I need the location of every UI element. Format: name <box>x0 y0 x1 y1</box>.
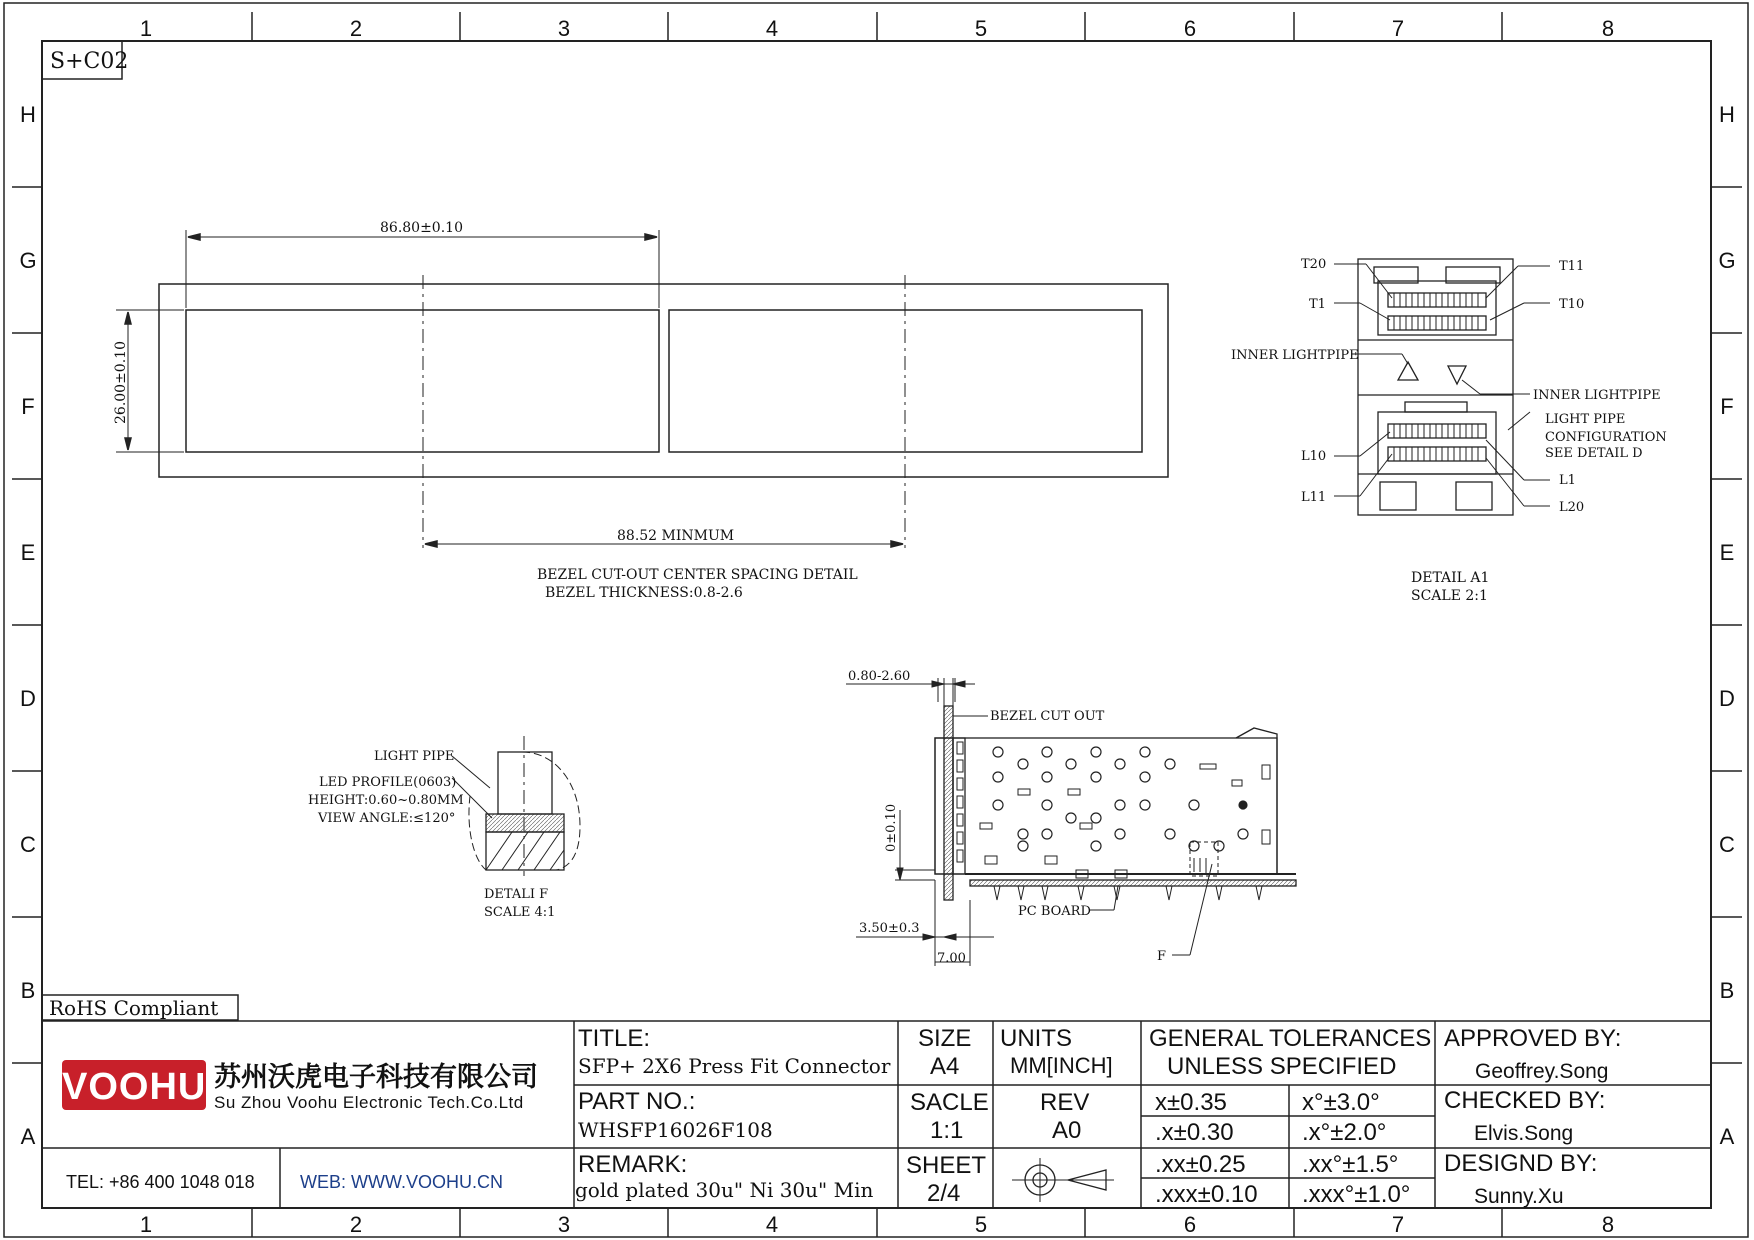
label-inner-lightpipe: INNER LIGHTPIPE <box>1231 348 1359 363</box>
approved-label: APPROVED BY: <box>1444 1025 1622 1052</box>
rev-value: A0 <box>1052 1117 1082 1144</box>
col-label: 5 <box>974 16 988 41</box>
col-label: 4 <box>765 1212 779 1237</box>
voohu-logo <box>62 1060 206 1110</box>
row-label: E <box>1719 540 1735 565</box>
row-label: F <box>21 394 35 419</box>
label-t10: T10 <box>1559 297 1585 312</box>
tol-angular: .xx°±1.5° <box>1302 1151 1399 1178</box>
label-l11: L11 <box>1301 490 1327 505</box>
title-label: TITLE: <box>578 1025 651 1052</box>
size-label: SIZE <box>918 1025 972 1052</box>
part-value: WHSFP16026F108 <box>578 1118 773 1142</box>
sheet-label: SHEET <box>906 1152 987 1179</box>
detail-a1-drawing <box>1334 259 1550 515</box>
units-value: MM[INCH] <box>1010 1053 1113 1078</box>
row-label: D <box>1719 686 1735 711</box>
company-name-cn: 苏州沃虎电子科技有限公司 <box>214 1062 538 1092</box>
sheet-value: 2/4 <box>927 1180 961 1207</box>
label-t20: T20 <box>1301 257 1327 272</box>
col-label: 4 <box>765 16 779 41</box>
part-label: PART NO.: <box>578 1088 696 1115</box>
row-label: H <box>1719 102 1735 127</box>
tol-linear: x±0.35 <box>1155 1089 1227 1116</box>
row-label: F <box>1720 394 1734 419</box>
dim-width: 86.80±0.10 <box>380 220 463 236</box>
col-label: 8 <box>1601 1212 1615 1237</box>
size-value: A4 <box>930 1053 960 1080</box>
web-link[interactable]: WEB: WWW.VOOHU.CN <box>300 1172 503 1192</box>
detail-f-labels <box>308 749 555 920</box>
row-label: G <box>1718 248 1736 273</box>
label-view-angle: VIEW ANGLE:≤120° <box>318 811 456 826</box>
tol-angular: x°±3.0° <box>1302 1089 1380 1116</box>
checked-label: CHECKED BY: <box>1444 1087 1606 1114</box>
label-led-profile: LED PROFILE(0603) <box>319 775 457 790</box>
label-height: HEIGHT:0.60~0.80MM <box>308 793 464 808</box>
col-label: 5 <box>974 1212 988 1237</box>
checked-value: Elvis.Song <box>1474 1122 1574 1145</box>
logo-text: VOOHU <box>62 1066 207 1108</box>
label-l10: L10 <box>1301 449 1327 464</box>
tolerances-subheader: UNLESS SPECIFIED <box>1167 1053 1397 1080</box>
detail-f-caption-2: SCALE 4:1 <box>484 905 556 920</box>
row-label: B <box>1719 978 1735 1003</box>
side-view-labels <box>848 669 1166 966</box>
label-light-pipe: LIGHT PIPE <box>374 749 455 764</box>
row-label: D <box>20 686 36 711</box>
tolerances-header: GENERAL TOLERANCES <box>1149 1025 1432 1052</box>
row-label: B <box>20 978 36 1003</box>
bezel-caption-1: BEZEL CUT-OUT CENTER SPACING DETAIL <box>537 567 858 583</box>
col-label: 1 <box>139 16 153 41</box>
detail-a1-caption-2: SCALE 2:1 <box>1411 588 1488 604</box>
designed-value: Sunny.Xu <box>1474 1185 1564 1208</box>
tol-linear: .x±0.30 <box>1155 1119 1234 1146</box>
col-label: 7 <box>1391 1212 1405 1237</box>
rev-label: REV <box>1040 1089 1090 1116</box>
label-dim-offset: 3.50±0.3 <box>859 921 920 936</box>
col-label: 6 <box>1183 1212 1197 1237</box>
col-label: 2 <box>349 1212 363 1237</box>
units-label: UNITS <box>1000 1025 1072 1052</box>
label-inner-lightpipe: INNER LIGHTPIPE <box>1533 388 1661 403</box>
label-l1: L1 <box>1559 473 1576 488</box>
revision-tag: S+C02 <box>50 49 129 74</box>
scale-value: 1:1 <box>930 1117 964 1144</box>
approved-value: Geoffrey.Song <box>1475 1060 1609 1083</box>
designed-label: DESIGND BY: <box>1444 1150 1598 1177</box>
label-l20: L20 <box>1559 500 1585 515</box>
projection-symbol-icon <box>1012 1158 1114 1202</box>
label-t11: T11 <box>1559 259 1585 274</box>
detail-f-drawing <box>452 736 580 876</box>
tel: TEL: +86 400 1048 018 <box>66 1172 255 1192</box>
row-label: A <box>20 1124 36 1149</box>
detail-f-caption-1: DETALI F <box>484 887 549 902</box>
label-dim-vertical: 0±0.10 <box>884 803 899 852</box>
detail-a1-labels <box>1231 257 1667 515</box>
row-label: H <box>20 102 36 127</box>
remark-value: gold plated 30u" Ni 30u" Min <box>575 1178 874 1202</box>
tol-angular: .xxx°±1.0° <box>1302 1181 1411 1208</box>
tol-angular: .x°±2.0° <box>1302 1119 1387 1146</box>
tol-linear: .xx±0.25 <box>1155 1151 1246 1178</box>
scale-label: SACLE <box>910 1089 989 1116</box>
col-label: 2 <box>349 16 363 41</box>
col-label: 6 <box>1183 16 1197 41</box>
label-configuration: CONFIGURATION <box>1545 430 1667 445</box>
label-dim-depth: 7.00 <box>937 951 966 966</box>
detail-a1-caption-1: DETAIL A1 <box>1411 570 1490 586</box>
col-label: 7 <box>1391 16 1405 41</box>
remark-label: REMARK: <box>578 1151 688 1178</box>
row-label: G <box>19 248 37 273</box>
label-see-detail-d: SEE DETAIL D <box>1545 446 1643 461</box>
label-light-pipe: LIGHT PIPE <box>1545 412 1626 427</box>
label-t1: T1 <box>1309 297 1326 312</box>
label-bezel-thickness: 0.80-2.60 <box>848 669 911 684</box>
tol-linear: .xxx±0.10 <box>1155 1181 1258 1208</box>
dim-height: 26.00±0.10 <box>113 341 129 424</box>
rohs-label: RoHS Compliant <box>49 996 219 1020</box>
col-label: 3 <box>557 16 571 41</box>
dim-center-spacing: 88.52 MINMUM <box>617 528 735 544</box>
title-value: SFP+ 2X6 Press Fit Connector <box>578 1054 891 1078</box>
col-label: 8 <box>1601 16 1615 41</box>
col-label: 1 <box>139 1212 153 1237</box>
row-label: A <box>1719 1124 1735 1149</box>
label-bezel-cut-out: BEZEL CUT OUT <box>990 709 1105 724</box>
label-f-marker: F <box>1157 949 1167 964</box>
row-label: C <box>1719 832 1735 857</box>
label-pc-board: PC BOARD <box>1018 904 1091 919</box>
row-label: E <box>20 540 36 565</box>
bezel-cutout-detail <box>116 230 1168 548</box>
bezel-caption-2: BEZEL THICKNESS:0.8-2.6 <box>545 585 743 601</box>
col-label: 3 <box>557 1212 571 1237</box>
row-label: C <box>20 832 36 857</box>
company-name-en: Su Zhou Voohu Electronic Tech.Co.Ltd <box>214 1093 524 1112</box>
